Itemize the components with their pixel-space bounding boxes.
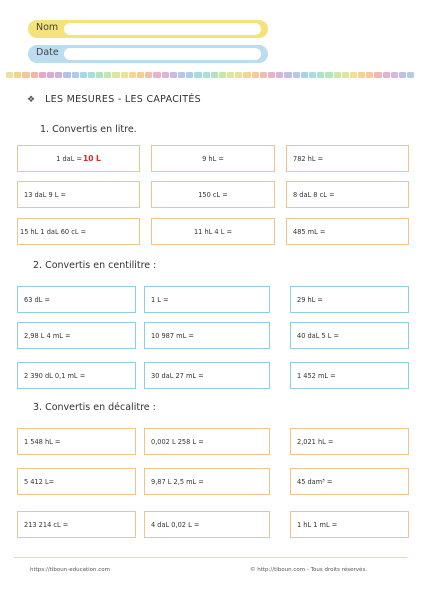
exercise-text: 1 452 mL = xyxy=(297,371,336,380)
exercise-box[interactable] xyxy=(144,468,270,495)
exercise-text: 30 daL 27 mL = xyxy=(151,371,204,380)
exercise-box[interactable] xyxy=(17,362,136,389)
exercise-text: 213 214 cL = xyxy=(24,520,69,529)
footer-copyright[interactable]: © http://tiboun.com - Tous droits réservés. xyxy=(250,567,368,573)
exercise-answer: 10 L xyxy=(82,154,101,163)
exercise-box[interactable] xyxy=(17,145,140,172)
date-field-wrapper xyxy=(28,45,268,63)
nom-label: Nom xyxy=(36,22,59,33)
stripe-segment xyxy=(145,72,152,78)
stripe-segment xyxy=(6,72,13,78)
exercise-box[interactable] xyxy=(286,145,409,172)
exercise-box[interactable] xyxy=(17,322,136,349)
stripe-segment xyxy=(186,72,193,78)
exercise-text: 782 hL = xyxy=(293,154,324,163)
stripe-segment xyxy=(358,72,365,78)
stripe-segment xyxy=(96,72,103,78)
exercise-text: 1 hL 1 mL = xyxy=(297,520,338,529)
stripe-segment xyxy=(203,72,210,78)
exercise-text: 150 cL = xyxy=(198,190,228,199)
exercise-text: 40 daL 5 L = xyxy=(297,331,340,340)
stripe-segment xyxy=(219,72,226,78)
stripe-segment xyxy=(366,72,373,78)
stripe-segment xyxy=(399,72,406,78)
stripe-segment xyxy=(170,72,177,78)
exercise-text: 0,002 L 258 L = xyxy=(151,437,204,446)
footer-divider xyxy=(14,557,407,558)
footer-link-left[interactable]: https://tiboun-education.com xyxy=(30,567,110,573)
exercise-text: 2,98 L 4 mL = xyxy=(24,331,71,340)
stripe-segment xyxy=(88,72,95,78)
exercise-box[interactable] xyxy=(17,468,136,495)
exercise-box[interactable] xyxy=(290,362,409,389)
section-2-title: 2. Convertis en centilitre : xyxy=(33,260,157,271)
stripe-segment xyxy=(293,72,300,78)
exercise-text: 2 390 dL 0,1 mL = xyxy=(24,371,86,380)
stripe-segment xyxy=(243,72,250,78)
stripe-segment xyxy=(391,72,398,78)
stripe-segment xyxy=(227,72,234,78)
exercise-text: 5 412 L= xyxy=(24,477,55,486)
exercise-box[interactable] xyxy=(144,362,270,389)
color-stripe xyxy=(6,72,414,78)
stripe-segment xyxy=(407,72,414,78)
diamond-bullet-icon: ❖ xyxy=(27,94,36,105)
stripe-segment xyxy=(301,72,308,78)
date-input[interactable] xyxy=(64,48,261,60)
exercise-text: 29 hL = xyxy=(297,295,323,304)
exercise-box[interactable] xyxy=(17,181,140,208)
stripe-segment xyxy=(342,72,349,78)
stripe-segment xyxy=(80,72,87,78)
stripe-segment xyxy=(55,72,62,78)
stripe-segment xyxy=(334,72,341,78)
stripe-segment xyxy=(317,72,324,78)
exercise-text: 13 daL 9 L = xyxy=(24,190,67,199)
exercise-text: 1 L = xyxy=(151,295,169,304)
stripe-segment xyxy=(39,72,46,78)
exercise-text: 63 dL = xyxy=(24,295,50,304)
page-title-row xyxy=(27,94,201,105)
exercise-text: 4 daL 0,02 L = xyxy=(151,520,200,529)
exercise-text: 1 daL = xyxy=(56,154,82,163)
stripe-segment xyxy=(112,72,119,78)
exercise-box[interactable] xyxy=(290,322,409,349)
exercise-box[interactable] xyxy=(290,511,409,538)
stripe-segment xyxy=(63,72,70,78)
stripe-segment xyxy=(268,72,275,78)
exercise-box[interactable] xyxy=(144,428,270,455)
exercise-text: 10 987 mL = xyxy=(151,331,194,340)
stripe-segment xyxy=(309,72,316,78)
stripe-segment xyxy=(260,72,267,78)
stripe-segment xyxy=(374,72,381,78)
exercise-text: 9,87 L 2,5 mL = xyxy=(151,477,204,486)
stripe-segment xyxy=(137,72,144,78)
exercise-text: 9 hL = xyxy=(202,154,224,163)
date-label: Date xyxy=(36,47,59,58)
exercise-box[interactable] xyxy=(286,181,409,208)
section-1-title: 1. Convertis en litre. xyxy=(40,124,137,135)
stripe-segment xyxy=(194,72,201,78)
stripe-segment xyxy=(284,72,291,78)
exercise-box[interactable] xyxy=(151,145,275,172)
stripe-segment xyxy=(276,72,283,78)
section-3-title: 3. Convertis en décalitre : xyxy=(33,402,156,413)
stripe-segment xyxy=(252,72,259,78)
stripe-segment xyxy=(121,72,128,78)
stripe-segment xyxy=(178,72,185,78)
nom-field-wrapper xyxy=(28,20,268,38)
exercise-box[interactable] xyxy=(144,286,270,313)
exercise-box[interactable] xyxy=(144,322,270,349)
exercise-box[interactable] xyxy=(290,428,409,455)
exercise-text: 45 dam³ = xyxy=(297,477,333,486)
stripe-segment xyxy=(235,72,242,78)
stripe-segment xyxy=(31,72,38,78)
exercise-text: 8 daL 8 cL = xyxy=(293,190,335,199)
stripe-segment xyxy=(162,72,169,78)
exercise-box[interactable] xyxy=(17,511,136,538)
exercise-box[interactable] xyxy=(144,511,270,538)
stripe-segment xyxy=(129,72,136,78)
exercise-text: 485 mL = xyxy=(293,227,326,236)
exercise-box[interactable] xyxy=(290,468,409,495)
stripe-segment xyxy=(383,72,390,78)
stripe-segment xyxy=(350,72,357,78)
stripe-segment xyxy=(47,72,54,78)
exercise-box[interactable] xyxy=(290,286,409,313)
stripe-segment xyxy=(22,72,29,78)
exercise-box[interactable] xyxy=(286,218,409,245)
page-title: LES MESURES - LES CAPACITÉS xyxy=(45,94,202,105)
stripe-segment xyxy=(325,72,332,78)
exercise-box[interactable] xyxy=(17,286,136,313)
exercise-box[interactable] xyxy=(151,218,275,245)
stripe-segment xyxy=(153,72,160,78)
exercise-text: 15 hL 1 daL 60 cL = xyxy=(20,227,87,236)
exercise-text: 1 548 hL = xyxy=(24,437,61,446)
exercise-box[interactable] xyxy=(17,428,136,455)
stripe-segment xyxy=(211,72,218,78)
stripe-segment xyxy=(14,72,21,78)
nom-input[interactable] xyxy=(64,23,261,35)
exercise-box[interactable] xyxy=(17,218,140,245)
exercise-box[interactable] xyxy=(151,181,275,208)
exercise-text: 11 hL 4 L = xyxy=(193,227,233,236)
exercise-text: 2,021 hL = xyxy=(297,437,334,446)
stripe-segment xyxy=(104,72,111,78)
stripe-segment xyxy=(72,72,79,78)
